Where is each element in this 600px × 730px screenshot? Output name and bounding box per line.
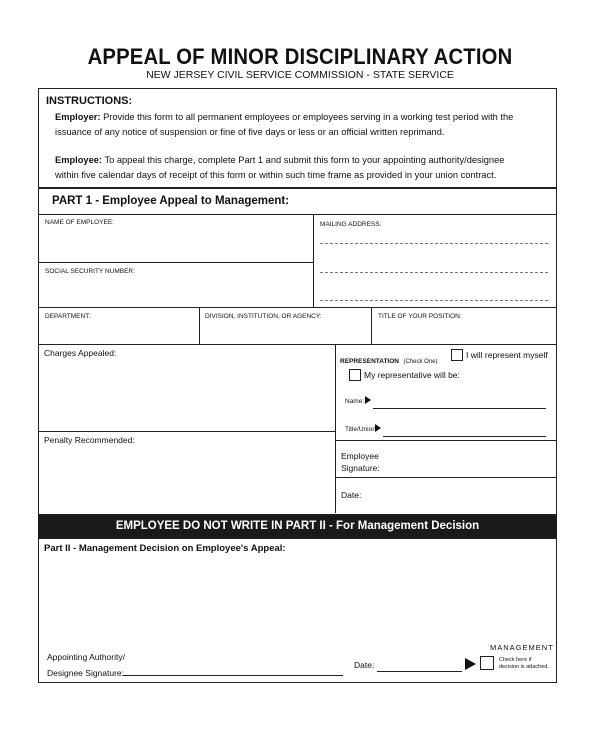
divider xyxy=(335,477,557,478)
division-label: DIVISION, INSTITUTION, OR AGENCY: xyxy=(205,313,322,320)
divider xyxy=(313,214,314,307)
employer-text-2: issuance of any notice of suspension or fine of five days or less or an official written reprimand. xyxy=(55,127,445,137)
divider xyxy=(38,307,557,308)
representative-name-line[interactable] xyxy=(373,408,546,409)
name-of-employee-field[interactable] xyxy=(41,228,311,262)
employer-text-1: Provide this form to all permanent employees or employees serving in a working test period with the xyxy=(103,112,514,122)
arrow-right-icon xyxy=(365,396,371,404)
check-one-label: (Check One) xyxy=(403,359,438,365)
penalty-recommended-field[interactable] xyxy=(41,447,333,511)
representative-title-label: Title/Union: xyxy=(345,426,378,433)
represent-myself-checkbox[interactable] xyxy=(451,349,463,361)
form-subtitle: NEW JERSEY CIVIL SERVICE COMMISSION - STATE SERVICE xyxy=(146,69,454,81)
management-date-line[interactable] xyxy=(377,671,462,672)
appointing-authority-label xyxy=(47,649,125,681)
representation-label: REPRESENTATION xyxy=(340,358,399,365)
employee-label: Employee: xyxy=(55,155,103,165)
mailing-address-line-3[interactable] xyxy=(320,300,548,301)
divider xyxy=(371,307,372,344)
management-decision-field[interactable] xyxy=(41,557,553,642)
representative-title-line[interactable] xyxy=(383,436,546,437)
employee-text-2: within five calendar days of receipt of this form or within such time frame as provided in your union contract. xyxy=(55,170,497,180)
mailing-address-line-1[interactable] xyxy=(320,243,548,244)
penalty-recommended-label: Penalty Recommended: xyxy=(44,435,135,445)
my-representative-label: My representative will be: xyxy=(364,370,460,380)
representation-heading xyxy=(340,350,437,368)
employer-instruction xyxy=(55,110,550,140)
charges-appealed-label: Charges Appealed: xyxy=(44,348,117,358)
employer-label: Employer: xyxy=(55,112,101,122)
employee-text-1: To appeal this charge, complete Part 1 and submit this form to your appointing authority/designee xyxy=(104,155,505,165)
appointing-authority-label-2: Designee Signature: xyxy=(47,668,125,678)
employee-signature-field[interactable] xyxy=(385,443,553,475)
divider xyxy=(199,307,200,344)
mailing-address-label: MAILING ADDRESS: xyxy=(320,221,382,228)
ssn-field[interactable] xyxy=(41,277,311,305)
divider xyxy=(335,344,336,513)
employee-date-field[interactable] xyxy=(365,481,553,511)
divider xyxy=(38,214,557,215)
position-title-label: TITLE OF YOUR POSITION: xyxy=(378,313,462,320)
management-date-label: Date: xyxy=(354,660,375,670)
divider xyxy=(335,440,557,441)
representative-name-label: Name: xyxy=(345,398,365,405)
employee-signature-label-1: Employee xyxy=(341,451,379,461)
decision-attached-note xyxy=(499,657,549,671)
divider xyxy=(38,344,557,345)
decision-attached-note-1: Check here if xyxy=(499,657,532,663)
decision-attached-note-2: decision is attached. xyxy=(499,664,549,670)
employee-instruction xyxy=(55,153,550,183)
part2-heading: Part II - Management Decision on Employee's Appeal: xyxy=(44,543,286,554)
my-representative-checkbox[interactable] xyxy=(349,369,361,381)
appointing-authority-label-1: Appointing Authority/ xyxy=(47,652,125,662)
part1-heading: PART 1 - Employee Appeal to Management: xyxy=(52,195,290,207)
form-title: APPEAL OF MINOR DISCIPLINARY ACTION xyxy=(87,44,513,69)
employee-signature-label xyxy=(341,450,380,474)
represent-myself-label: I will represent myself xyxy=(466,350,548,360)
management-label: MANAGEMENT xyxy=(490,643,554,652)
employee-date-label: Date: xyxy=(341,490,362,500)
employee-signature-label-2: Signature: xyxy=(341,463,380,473)
part2-banner-text: EMPLOYEE DO NOT WRITE IN PART II - For Management Decision xyxy=(115,520,480,532)
arrow-right-icon xyxy=(375,424,381,432)
mailing-address-line-2[interactable] xyxy=(320,272,548,273)
department-label: DEPARTMENT: xyxy=(45,313,91,320)
divider xyxy=(38,262,314,263)
divider xyxy=(38,431,336,432)
appointing-signature-line[interactable] xyxy=(123,675,343,676)
ssn-label: SOCIAL SECURITY NUMBER: xyxy=(45,268,135,275)
instructions-heading: INSTRUCTIONS: xyxy=(46,95,133,107)
arrow-right-icon xyxy=(465,658,476,670)
charges-appealed-field[interactable] xyxy=(41,360,333,430)
decision-attached-checkbox[interactable] xyxy=(480,656,494,670)
name-of-employee-label: NAME OF EMPLOYEE: xyxy=(45,219,114,226)
